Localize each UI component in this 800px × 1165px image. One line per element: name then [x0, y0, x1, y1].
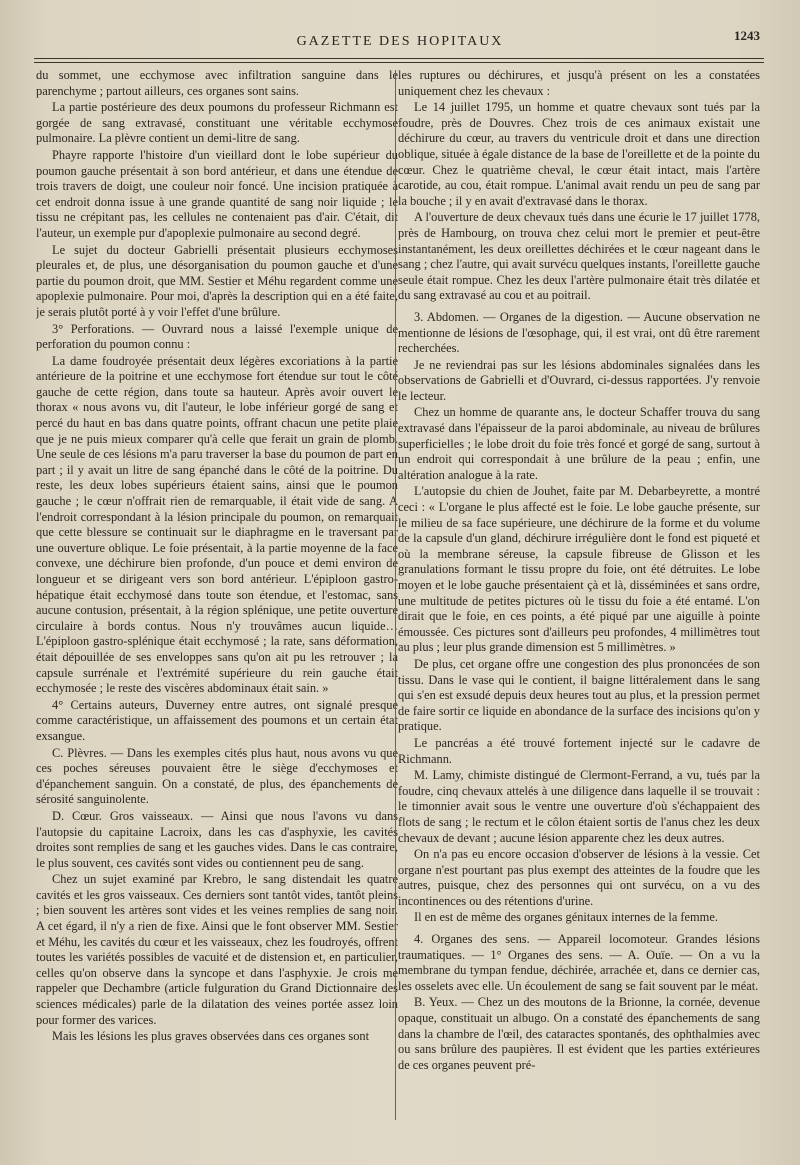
paragraph: Le 14 juillet 1795, un homme et quatre chevaux sont tués par la foudre, près de Douvres. Chez trois de ces animaux existait une déchirure du cœur, au travers du ventricule droit et dans une direction oblique, située à égale distance de la base de l'oreillette et de la pointe du cœur. Chez le quatrième cheval, le cœur était intact, mais l'artère carotide, au cou, était rompue. L'animal avait rendu un peu de sang par la bouche ; il y en avait d'extravasé dans le thorax.: [398, 100, 760, 208]
header-rule: [34, 58, 764, 59]
section-heading-paragraph: 3° Perforations. — Ouvrard nous a laissé l'exemple unique de perforation du poumon connu :: [36, 321, 398, 352]
page-number: 1243: [734, 28, 760, 43]
paragraph: Le sujet du docteur Gabrielli présentait plusieurs ecchymoses pleurales et, de plus, une désorganisation du poumon gauche et d'une partie du poumon droit, que MM. Sestier et Méhu regardent comme une apoplexie pulmonaire. Pour moi, d'après la description qui en a été faite, je serais plutôt porté à y voir l'effet d'une brûlure.: [36, 242, 398, 319]
paragraph: Il en est de même des organes génitaux internes de la femme.: [414, 910, 718, 925]
paragraph: Phayre rapporte l'histoire d'un vieillard dont le lobe supérieur du poumon gauche présentait à son bord antérieur, et dans une étendue de trois travers de doigt, une couleur noir foncé. Une incision pratiquée à cet endroit donna issue à une grande quantité de sang noir liquide ; le tissu ne crépitant pas, les cellules ne contenaient pas d'air. C'était, dit l'auteur, un exemple pur d'apoplexie pulmonaire au second degré.: [36, 147, 398, 240]
paragraph: On n'a pas eu encore occasion d'observer de lésions à la vessie. Cet organe n'est pourtant pas plus exempt des atteintes de la foudre que les autres, puisque, chez des personnes qui ont survécu, on a vu des incontinences ou des rétentions d'urine.: [398, 847, 760, 908]
paragraph: Mais les lésions les plus graves observées dans ces organes sont: [52, 1029, 370, 1044]
paragraph: Chez un homme de quarante ans, le docteur Schaffer trouva du sang extravasé dans l'épaisseur de la paroi abdominale, au niveau de brûlures superficielles ; le lobe droit du foie très foncé et gorgé de sang, surtout à un endroit qui correspondait à une brûlure de la peau ; enfin, une altération analogue à la rate.: [398, 405, 760, 482]
paragraph: les ruptures ou déchirures, et jusqu'à présent on les a constatées uniquement chez les chevaux :: [398, 68, 760, 98]
paragraph: du sommet, une ecchymose avec infiltration sanguine dans le parenchyme ; partout ailleurs, ces organes sont sains.: [36, 68, 398, 98]
right-column: [398, 68, 760, 1138]
paragraph: Je ne reviendrai pas sur les lésions abdominales signalées dans les observations de Gabrielli et d'Ouvrard, ci-dessus rapportées. J'y renvoie le lecteur.: [398, 357, 760, 403]
paragraph: La partie postérieure des deux poumons du professeur Richmann est gorgée de sang extravasé, constituant une véritable ecchymose pulmonaire. La plèvre contient un demi-litre de sang.: [36, 100, 398, 146]
paragraph: Chez un sujet examiné par Krebro, le sang distendait les quatre cavités et les gros vaisseaux. Ces derniers sont tantôt vides, tantôt pleins ; bien souvent les artères sont vides et les veines remplies de sang noir. A cet égard, il n'y a rien de fixe. Ainsi que le font observer MM. Sestier et Méhu, les cavités du cœur et les vaisseaux, chez les foudroyés, offrent toutes les variétés possibles de vacuité et de distension et, en particulier, celles qu'on observe dans la syncope et dans l'asphyxie. Je crois me rappeler que Dechambre (article fulguration du Grand Dictionnaire des sciences médicales) parle de la dilatation des veines portée assez loin pour former des varices.: [36, 872, 398, 1027]
paragraph: 4° Certains auteurs, Duverney entre autres, ont signalé presque comme caractéristique, un affaissement des poumons et un certain état exsangue.: [36, 697, 398, 743]
section-heading-paragraph: 3. Abdomen. — Organes de la digestion. — Aucune observation ne mentionne de lésions de l'œsophage, qui, il est vrai, ont dû être rarement recherchées.: [398, 309, 760, 356]
paragraph: B. Yeux. — Chez un des moutons de la Brionne, la cornée, devenue opaque, constituait un albugo. On a constaté des épanchements de sang dans la chambre de l'œil, des cataractes spontanés, des ophthalmies avec ou sans brûlure des paupières. Il est évident que les parties extérieures de ces organes peuvent pré-: [398, 995, 760, 1072]
header-rule-thin: [34, 62, 764, 63]
section-heading-paragraph: C. Plèvres. — Dans les exemples cités plus haut, nous avons vu que ces poches séreuses pouvaient être le siège d'ecchymoses et d'épanchement sanguin. On a constaté, de plus, des épanchements de sérosité sanguinolente.: [36, 745, 398, 807]
paragraph: A l'ouverture de deux chevaux tués dans une écurie le 17 juillet 1778, près de Hambourg, on trouva chez celui mort le premier et peut-être instantanément, les deux oreillettes déchirées et le cœur nageant dans le sang ; chez l'autre, qui avait survécu quelques instants, l'oreillette gauche seule était rompue. Chez les deux l'artère pulmonaire était très dilatée et du sang extravasé au cou et au poitrail.: [398, 210, 760, 303]
paragraph: De plus, cet organe offre une congestion des plus prononcées de son tissu. Dans le vase qui le contient, il baigne littéralement dans le sang qui s'en est exsudé depuis deux heures tout au plus, et la pression permet de faire sortir ce liquide en abondance de la surface des incisions qu'on y pratique.: [398, 656, 760, 734]
paragraph: M. Lamy, chimiste distingué de Clermont-Ferrand, a vu, tués par la foudre, cinq chevaux attelés à une diligence dans laquelle il se trouvait : le timonnier avait sous le ventre une ouverture d'où s'échappaient des flots de sang ; le rectum et le côlon étaient sortis de l'anus chez les deux chevaux de devant ; aucune lésion apparente chez les deux autres.: [398, 768, 760, 845]
paragraph: Le pancréas a été trouvé fortement injecté sur le cadavre de Richmann.: [398, 735, 760, 766]
left-column: [36, 68, 398, 1138]
paragraph: La dame foudroyée présentait deux légères excoriations à la partie antérieure de la poitrine et une ecchymose fort étendue sur tout le côté gauche de cette région, dans toute sa hauteur. Après avoir ouvert le thorax « nous avons vu, dit l'auteur, le lobe inférieur gorgé de sang et percé du haut en bas dans quatre points, offrant chacun une petite plaie que je ne puis mieux comparer qu'à celle que ferait un grain de plomb. Une seule de ces lésions m'a paru traverser la base du poumon de part en part ; il y avait un litre de sang épanché dans le côté de la poitrine. Du reste, les deux lobes supérieurs étaient sains, ainsi que le poumon gauche ; le cœur n'offrait rien de remarquable, il était vide de sang. A l'endroit correspondant à la lésion principale du poumon, on remarquait que cette blessure se continuait sur le diaphragme en le traversant par une ouverture oblique. Le foie présentait, à la partie moyenne de la face convexe, une déchirure bien profonde, d'un pouce et demi environ de longueur et se dirigeant vers son bord antérieur. L'épiploon gastro-hépatique était ecchymosé dans toute son étendue, et l'estomac, sans aucune contusion, présentait, à la région splénique, une petite ouverture circulaire à bords contus. Nous n'y trouvâmes aucun liquide… L'épiploon gastro-splénique était ecchymosé ; la rate, sans déformation, était dépouillée de ses enveloppes sans qu'on ait pu les retrouver ; la capsule surrénale et l'extrémité supérieure du rein gauche était ecchymosée ; le reste des viscères abdominaux était sain. »: [36, 353, 398, 696]
running-title: GAZETTE DES HOPITAUX: [296, 34, 504, 49]
paragraph: L'autopsie du chien de Jouhet, faite par M. Debarbeyrette, a montré ceci : « L'organe le plus affecté est le foie. Le lobe gauche présente, sur le milieu de sa face supérieure, une déchirure de la forme et du volume de la capsule d'un gland, déchirure irrégulière dont le fond est piqueté et où la membrane séreuse, la capsule fibreuse de Glisson et les granulations formant le tissu propre du foie, ont été détruites. Le lobe moyen et le lobe gauche présentaient çà et là, disséminées et sans ordre, une multitude de petites pictures où le tissu du foie a été entamé. L'on dirait que le foie, en ces points, a été piqué par une aiguille à pointe émoussée. Ces pictures sont d'ailleurs peu profondes, 4 millimètres tout au plus ; leur plus grande dimension est 5 millimètres. »: [398, 484, 760, 655]
section-heading-paragraph: D. Cœur. Gros vaisseaux. — Ainsi que nous l'avons vu dans l'autopsie du capitaine Lacroix, dans les cas d'asphyxie, les cavités droites sont remplies de sang et les gauches vides. Dans le cas contraire, le plus souvent, ces cavités sont vides ou contiennent peu de sang.: [36, 808, 398, 870]
section-heading-paragraph: 4. Organes des sens. — Appareil locomoteur. Grandes lésions traumatiques. — 1° Organes des sens. — A. Ouïe. — On a vu la membrane du tympan fendue, déchirée, arrachée et, dans ce dernier cas, les osselets avec elle. Un écoulement de sang se fait souvent par le méat.: [398, 932, 760, 993]
page-header: [0, 28, 800, 54]
column-divider: [395, 70, 396, 1120]
